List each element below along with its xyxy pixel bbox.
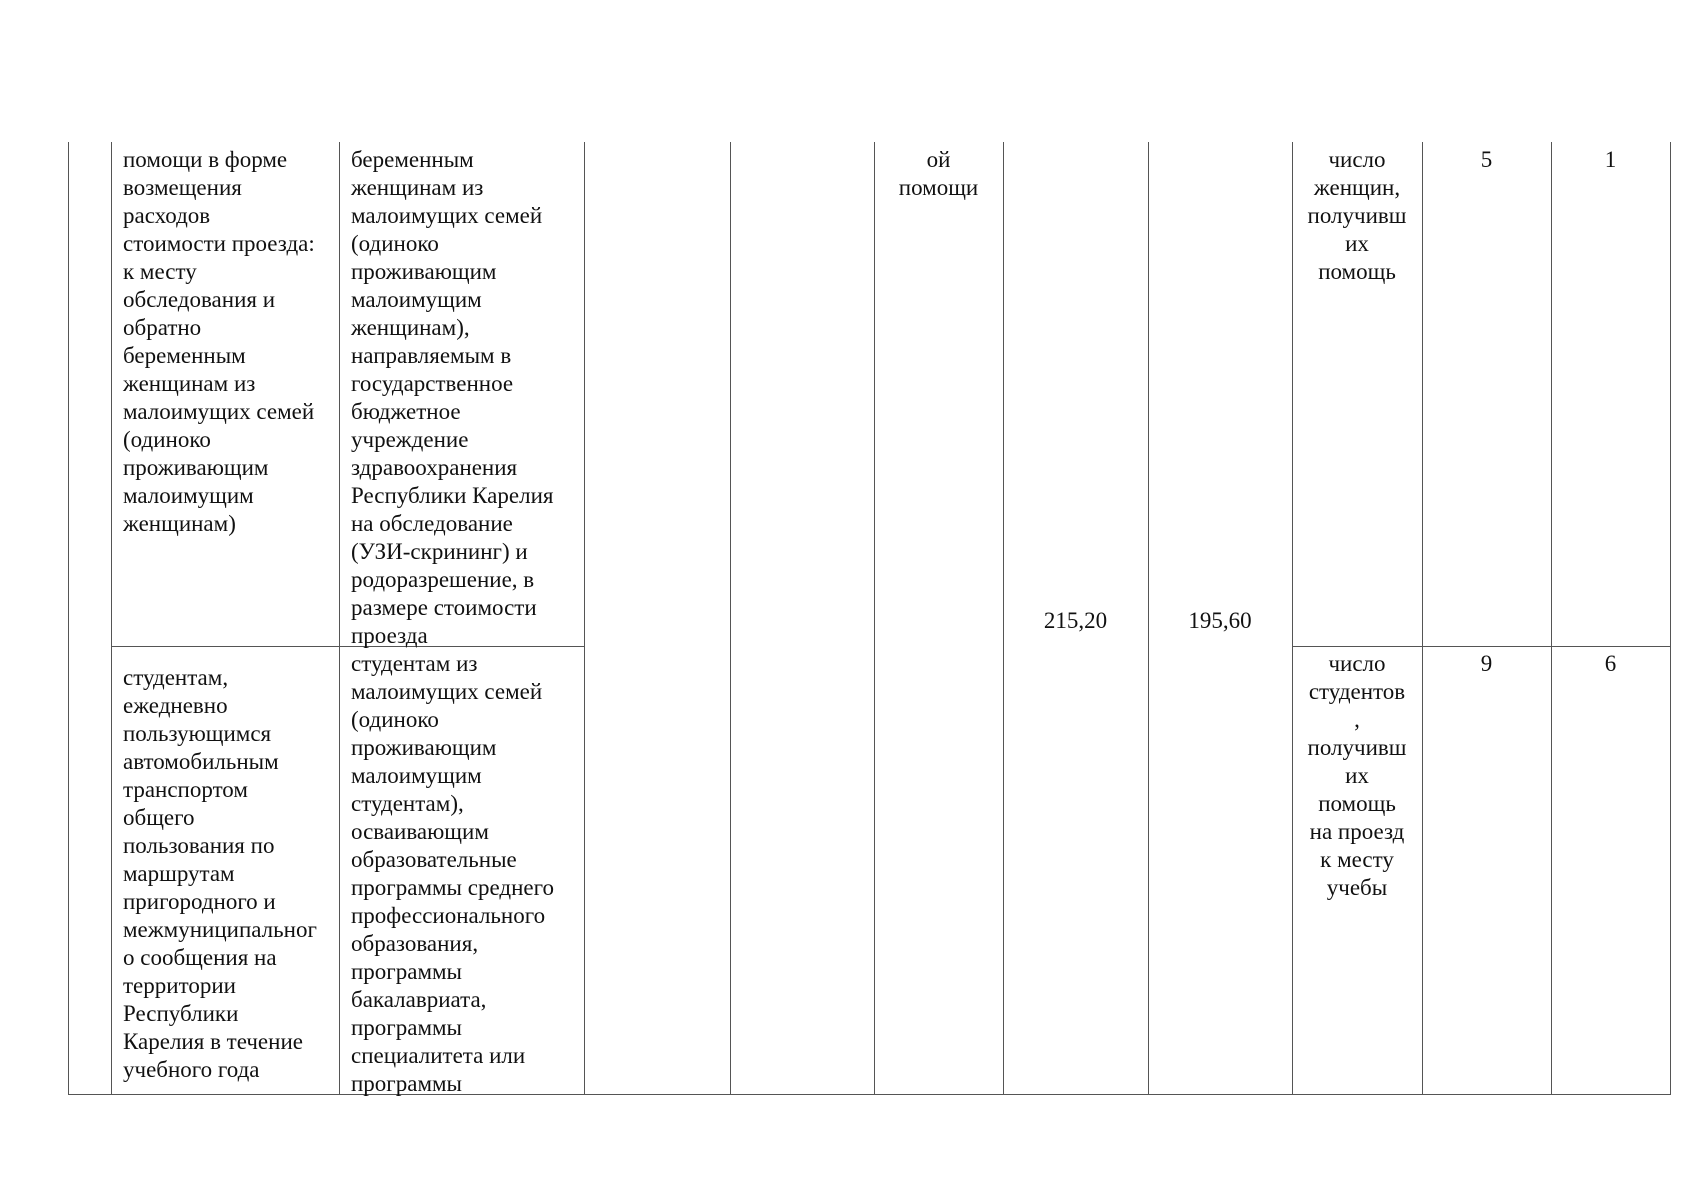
- row2-indicator: число студентов , получивш их помощь на проезд к месту учебы: [1307, 651, 1407, 900]
- row1-assistance-type: ой помощи: [898, 147, 979, 200]
- grid-line-v1: [68, 142, 69, 1094]
- grid-line-bottom: [68, 1094, 1671, 1095]
- row1-recipients: беременным женщинам из малоимущих семей (одиноко проживающим малоимущим женщинам), направляемым в государственное бюджетное учреждение здравоохранения Республики Карелия на обследование (УЗИ-скрининг) и родоразрешение, в размере стоимости проезда: [351, 147, 554, 648]
- grid-line-v11: [1551, 142, 1552, 1094]
- row1-description: помощи в форме возмещения расходов стоимости проезда: к месту обследования и обратно беременным женщинам из малоимущих семей (одиноко проживающим малоимущим женщинам): [123, 147, 315, 536]
- grid-line-v10: [1422, 142, 1423, 1094]
- grid-line-v4: [584, 142, 585, 1094]
- merged-amount-2: 195,60: [1188, 608, 1252, 633]
- row-divider-right: [1292, 646, 1671, 647]
- row1-value-a: 5: [1480, 147, 1493, 172]
- grid-line-v2: [111, 142, 112, 1094]
- merged-amount-1: 215,20: [1043, 608, 1108, 633]
- row2-recipients: студентам из малоимущих семей (одиноко проживающим малоимущим студентам), осваивающим образовательные программы среднего профессионального образования, программы бакалавриата, программы специалитета или программы: [351, 651, 554, 1096]
- row2-description: студентам, ежедневно пользующимся автомобильным транспортом общего пользования по маршрутам пригородного и межмуниципальног о сообщения на территории Республики Карелия в течение учебного года: [123, 665, 317, 1082]
- grid-line-v5: [730, 142, 731, 1094]
- grid-line-v3: [339, 142, 340, 1094]
- row1-indicator: число женщин, получивш их помощь: [1307, 147, 1407, 284]
- grid-line-v12: [1670, 142, 1671, 1094]
- row2-value-a: 9: [1480, 651, 1493, 676]
- row1-value-b: 1: [1604, 147, 1617, 172]
- row2-value-b: 6: [1604, 651, 1617, 676]
- grid-line-v6: [874, 142, 875, 1094]
